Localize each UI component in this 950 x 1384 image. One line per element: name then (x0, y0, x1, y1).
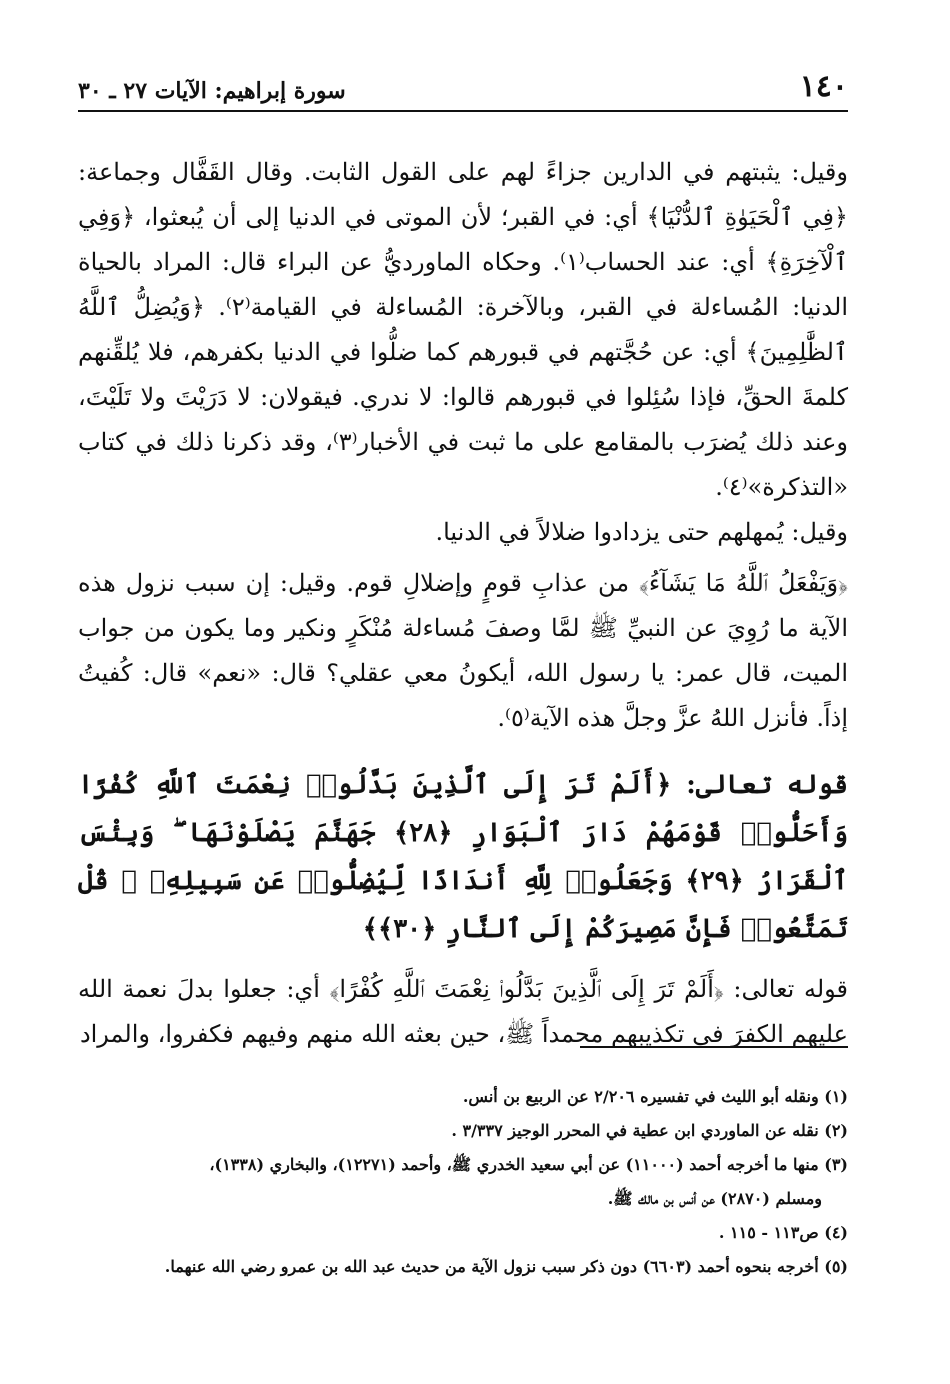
footnote-5: (٥) أخرجه بنحوه أحمد (٦٦٠٣) دون ذكر سبب نزول الآية من حديث عبد الله بن عمرو رضي الله عنهما. (164, 1257, 848, 1276)
paragraph-1: وقيل: يثبتهم في الدارين جزاءً لهم على القول الثابت. وقال القَفَّال وجماعة: ﴿فِي ٱلْحَيَوٰةِ ٱلدُّنْيَا﴾ أي: في القبر؛ لأن الموتى في الدنيا إلى أن يُبعثوا، ﴿وَفِي ٱلْآخِرَةِ﴾ أي: عند الحساب⁽١⁾. وحكاه الماورديُّ عن البراء قال: المراد بالحياة الدنيا: المُساءلة في القبر، وبالآخرة: المُساءلة في القيامة⁽٢⁾. ﴿وَيُضِلُّ ٱللَّهُ ٱلظَّٰلِمِينَ﴾ أي: عن حُجَّتهم في قبورهم كما ضلُّوا في الدنيا بكفرهم، فلا يُلقِّنهم كلمةَ الحقِّ، فإذا سُئِلوا في قبورهم قالوا: لا ندري. فيقولان: لا دَرَيْتَ ولا تَلَيْتَ، وعند ذلك يُضرَب بالمقامع على ما ثبت في الأخبار⁽٣⁾، وقد ذكرنا ذلك في كتاب «التذكرة»⁽٤⁾. (78, 158, 849, 501)
paragraph-4: قوله تعالى: ﴿أَلَمْ تَرَ إِلَى ٱلَّذِينَ بَدَّلُوا۟ نِعْمَتَ ٱللَّهِ كُفْرًا﴾ أي: جعلوا بدلَ نعمة الله عليهم الكفرَ في تكذيبهم محمداً ﷺ، حين بعثه الله منهم وفيهم فكفروا، والمراد (78, 975, 849, 1048)
running-title: سورة إبراهيم: الآيات ٢٧ ـ ٣٠ (78, 78, 346, 104)
footnote-3-continued: ومسلم (٢٨٧٠) عن أنس بن مالك ﷺ. (607, 1189, 822, 1208)
footnote-separator (580, 1046, 848, 1048)
verse-block (78, 761, 848, 953)
footnote-4: (٤) ص١١٣ - ١١٥ . (718, 1223, 848, 1242)
verse-text: ﴿أَلَمْ تَرَ إِلَى ٱلَّذِينَ بَدَّلُوا۟ نِعْمَتَ ٱللَّهِ كُفْرًا وَأَحَلُّوا۟ قَوْمَهُمْ دَارَ ٱلْبَوَارِ ﴿٢٨﴾ جَهَنَّمَ يَصْلَوْنَهَا ۖ وَبِئْسَ ٱلْقَرَارُ ﴿٢٩﴾ وَجَعَلُوا۟ لِلَّهِ أَندَادًا لِّيُضِلُّوا۟ عَن سَبِيلِهِۦ ۗ قُلْ تَمَتَّعُوا۟ فَإِنَّ مَصِيرَكُمْ إِلَى ٱلنَّارِ ﴿٣٠﴾﴾ (78, 770, 848, 944)
footnote-2: (٢) نقله عن الماوردي ابن عطية في المحرر الوجيز ٣/٣٣٧ . (451, 1121, 848, 1140)
page-header (78, 69, 848, 112)
verse-label: قوله تعالى: (686, 770, 848, 800)
main-text (78, 150, 848, 1057)
paragraph-2: وقيل: يُمهلهم حتى يزدادوا ضلالاً في الدنيا. (435, 518, 848, 546)
footnote-1: (١) ونقله أبو الليث في تفسيره ٢/٢٠٦ عن الربيع بن أنس. (462, 1087, 848, 1106)
paragraph-3: ﴿وَيَفْعَلُ ٱللَّهُ مَا يَشَآءُ﴾ من عذابِ قومٍ وإضلالِ قوم. وقيل: إن سبب نزول هذه الآية ما رُوِيَ عن النبيِّ ﷺ لمَّا وصفَ مُساءلة مُنْكَرٍ ونكير وما يكون من جواب الميت، قال عمر: يا رسول الله، أيكونُ معي عقلي؟ قال: «نعم» قال: كُفيتُ إذاً. فأنزل اللهُ عزَّ وجلَّ هذه الآية⁽٥⁾. (78, 569, 848, 732)
footnote-3: (٣) منها ما أخرجه أحمد (١١٠٠٠) عن أبي سعيد الخدري ﷺ، وأحمد (١٢٢٧١)، والبخاري (١٣٣٨)، (209, 1155, 848, 1174)
page-number: ١٤٠ (799, 69, 848, 104)
footnotes (78, 1080, 848, 1284)
